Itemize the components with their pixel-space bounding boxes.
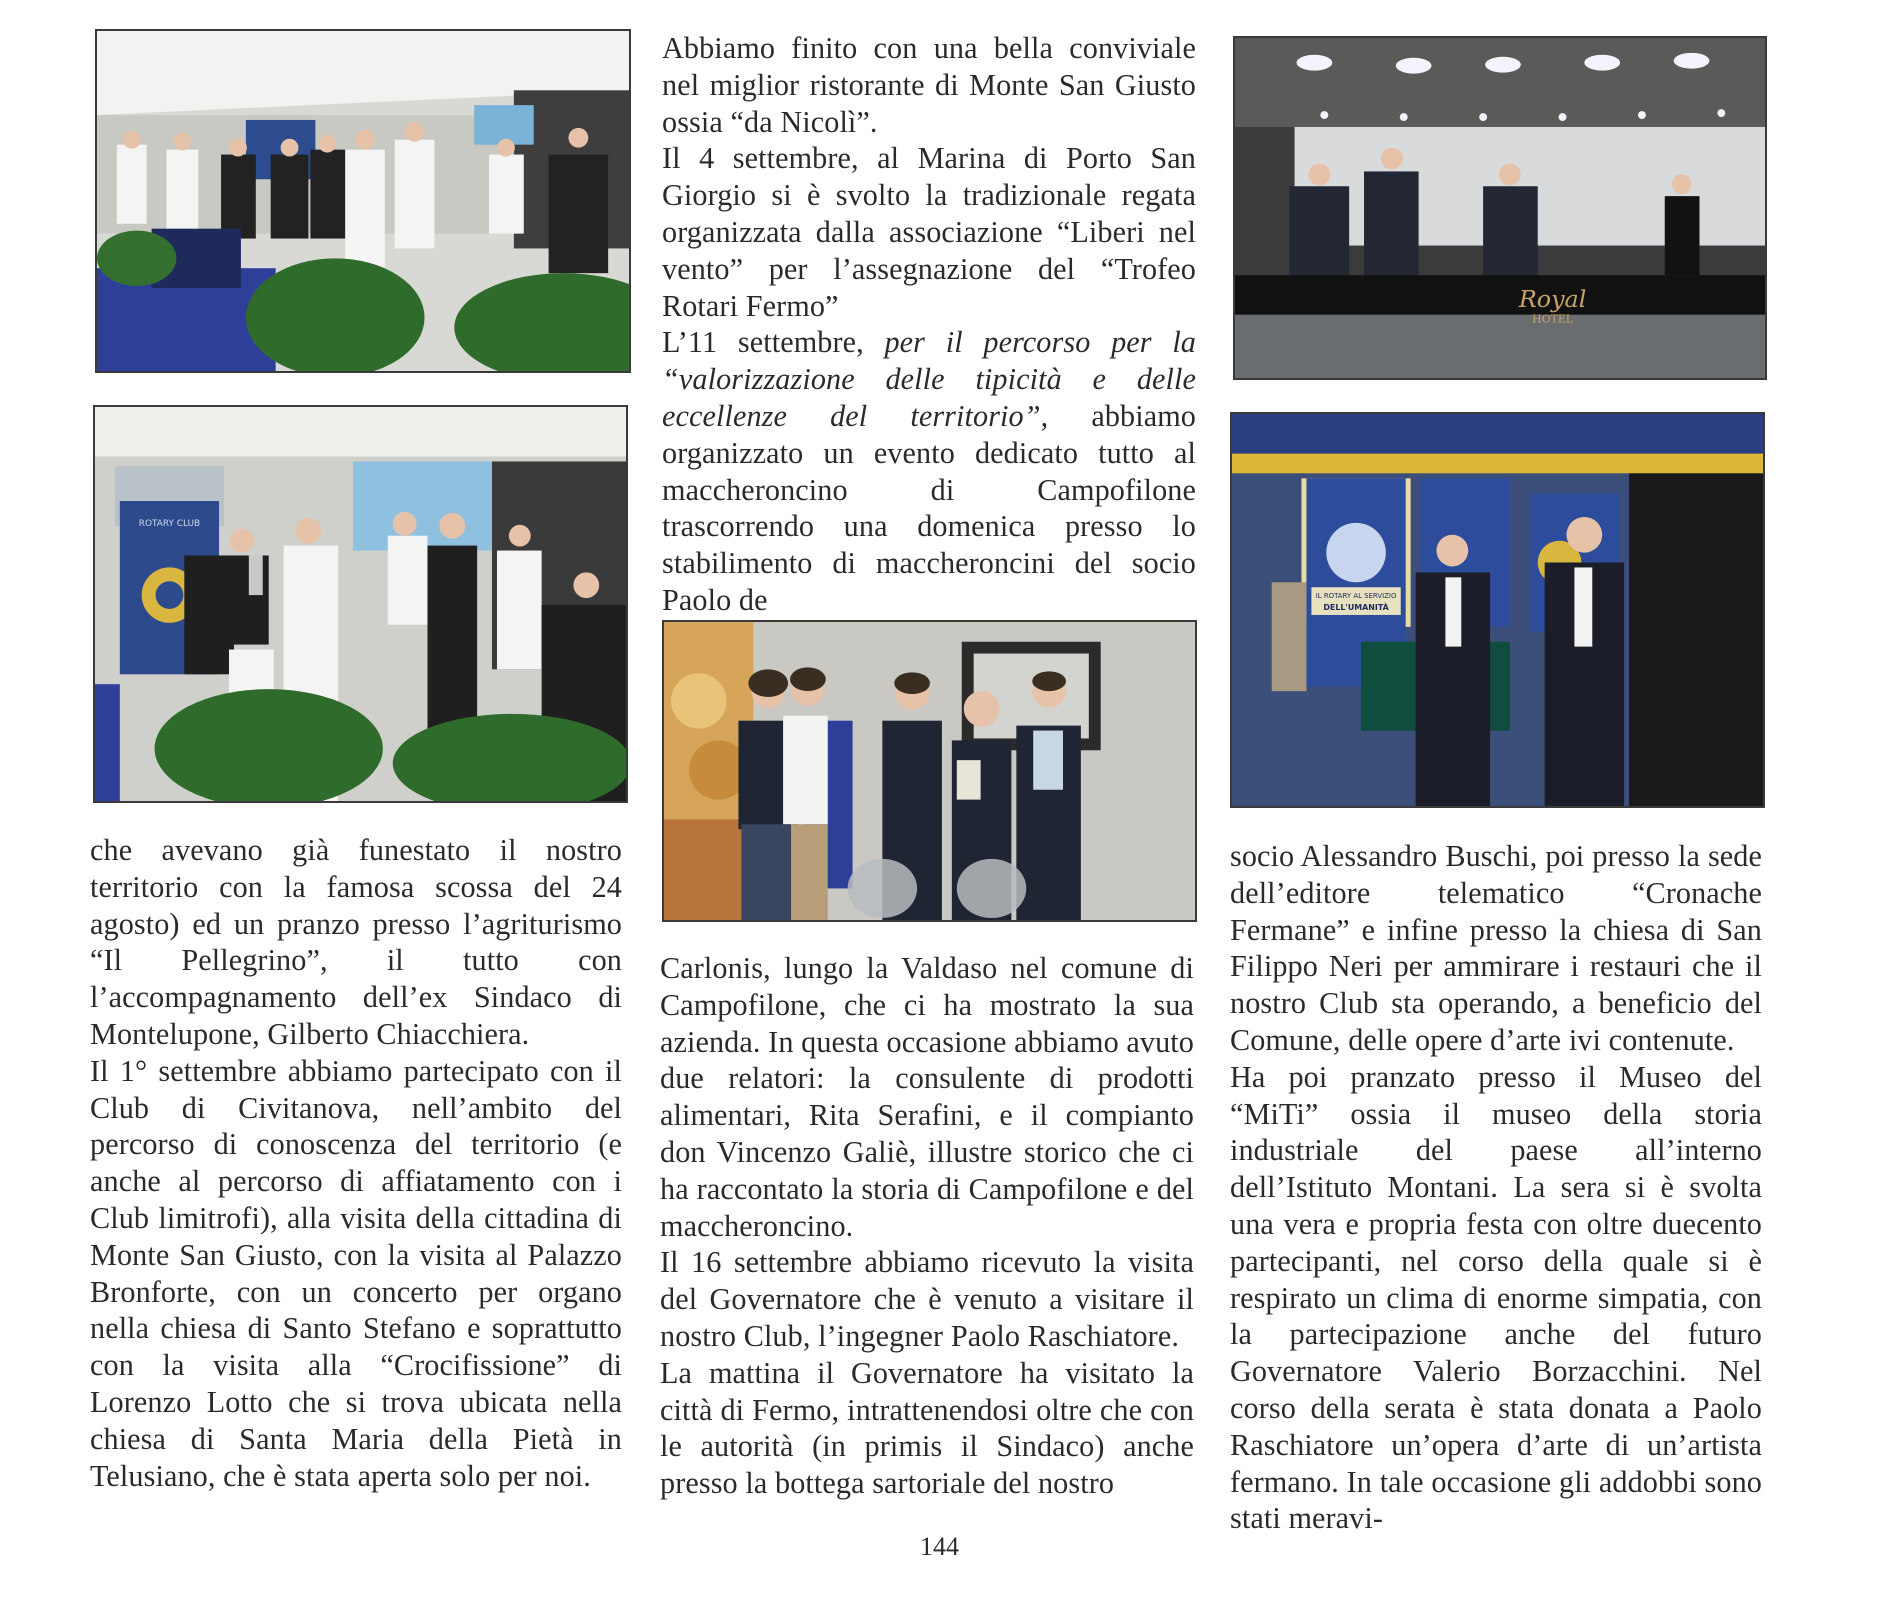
paragraph: Il 4 settembre, al Marina di Porto San Giorgio si è svolto la tradizionale regata organizzata dalla associazione “Liberi nel vento” per l’assegnazione del “Trofeo Rotari Fermo” [662,141,1196,323]
rotary-banner-label: ROTARY CLUB [138,518,201,529]
photo-governor-visit [1230,412,1765,808]
column-2-bottom-text [660,950,1194,1502]
column-1-text [90,832,622,1494]
text-run: L’11 settembre, [662,325,885,360]
photo-maccheroncino [662,620,1197,922]
column-3-text [1230,838,1762,1537]
banner-rotary-service: IL ROTARY AL SERVIZIO [1315,592,1397,601]
paragraph: La mattina il Governatore ha visitato la città di Fermo, intrattenendosi oltre che con le autorità (in primis il Sindaco) anche presso la bottega sartoriale del nostro [660,1355,1194,1501]
paragraph: che avevano già funestato il nostro territorio con la famosa scossa del 24 agosto) ed un pranzo presso l’agriturismo “Il Pellegrino”, il tutto con l’accompagnamento dell’ex Sindaco di Montelupone, Gilberto Chiacchiera. [90,833,622,1051]
royal-hotel-sign-small: HOTEL [1532,312,1574,326]
paragraph: Il 16 settembre abbiamo ricevuto la visita del Governatore che è venuto a visitare il nostro Club, l’ingegner Paolo Raschiatore. [660,1245,1194,1353]
paragraph: socio Alessandro Buschi, poi presso la sede dell’editore telematico “Cronache Fermane” e infine presso la chiesa di San Filippo Neri per ammirare i restauri che il nostro Club sta operando, a beneficio del Comune, delle opere d’arte ivi contenute. [1230,839,1762,1057]
royal-hotel-sign: Royal [1518,284,1587,313]
text-run: abbiamo organizzato un evento dedicato tutto al maccheroncino di Campofilone trascorrendo una domenica presso lo stabilimento di maccheroncini del socio Paolo de [662,398,1196,617]
photo-regatta-awards-2 [93,405,628,803]
paragraph: Carlonis, lungo la Valdaso nel comune di Campofilone, che ci ha mostrato la sua azienda. In questa occasione abbiamo avuto due relatori: la consulente di prodotti alimentari, Rita Serafini, e il compianto don Vincenzo Galiè, illustre storico che ci ha raccontato la storia di Campofilone e del maccheroncino. [660,951,1194,1243]
paragraph [662,324,1196,618]
page-number: 144 [920,1532,959,1561]
column-2-top-text [662,30,1196,619]
paragraph: Abbiamo finito con una bella conviviale nel miglior ristorante di Monte San Giusto ossia “da Nicolì”. [662,31,1196,139]
photo-regatta-awards-1 [95,29,631,373]
paragraph: Ha poi pranzato presso il Museo del “MiTi” ossia il museo della storia industriale del paese all’interno dell’Istituto Montani. La sera si è svolta una vera e propria festa con oltre duecento partecipanti, nel corso della quale si è respirato un clima di enorme simpatia, con la partecipazione anche del futuro Governatore Valerio Borzacchini. Nel corso della serata è stata donata a Paolo Raschiatore un’opera d’arte di un’artista fermano. In tale occasione gli addobbi sono stati meravi- [1230,1059,1762,1536]
italic-text: per il percorso per la “valorizzazione delle tipicità e delle eccellenze del territorio”, [662,325,1197,433]
banner-humanity: DELL'UMANITÀ [1323,603,1389,612]
photo-royal-hotel [1233,36,1767,380]
paragraph: Il 1° settembre abbiamo partecipato con il Club di Civitanova, nell’ambito del percorso di conoscenza del territorio (e anche al percorso di affiatamento con i Club limitrofi), alla visita della cittadina di Monte San Giusto, con la visita al Palazzo Bronforte, con un concerto per organo nella chiesa di Santo Stefano e soprattutto con la visita alla “Crocifissione” di Lorenzo Lotto che si trova ubicata nella chiesa di Santa Maria della Pietà in Telusiano, che è stata aperta solo per noi. [90,1053,622,1493]
